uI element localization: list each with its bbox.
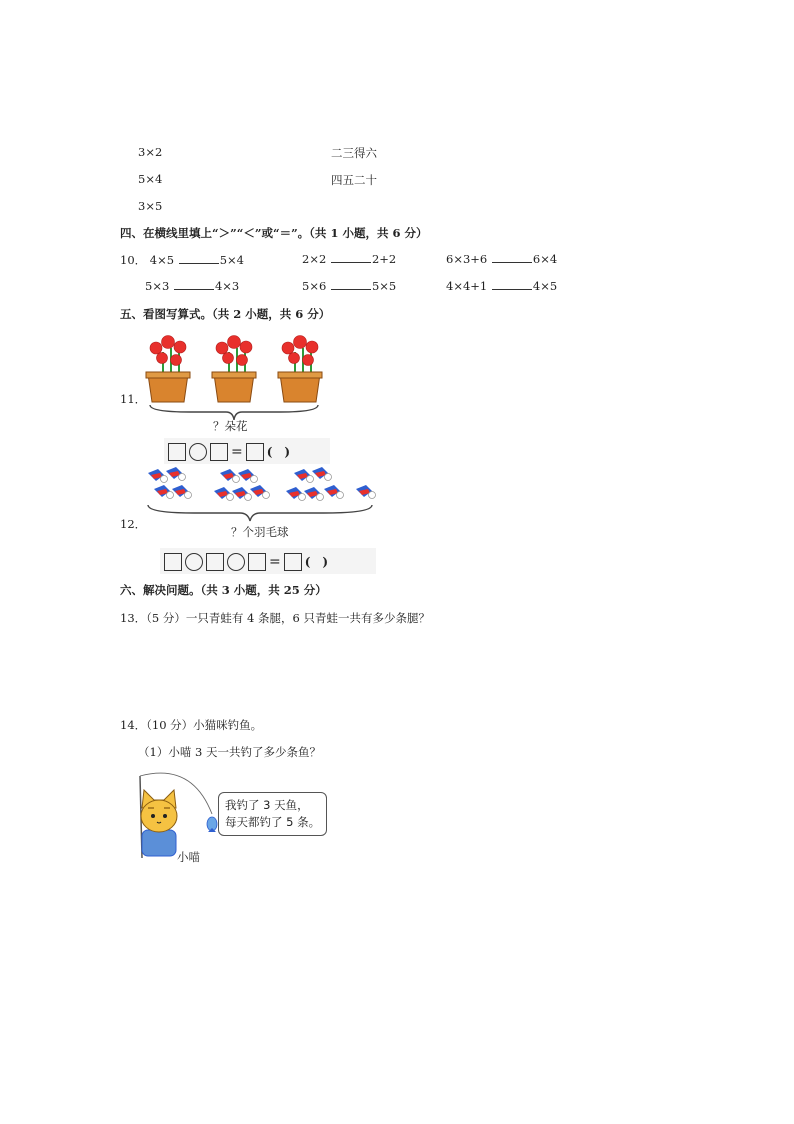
answer-box[interactable] <box>284 553 302 571</box>
compare-row-1 <box>120 252 244 268</box>
question-13: 13．（5 分）一只青蛙有 4 条腿，6 只青蛙一共有多少条腿？ <box>120 611 430 625</box>
match-left-2: 5×4 <box>138 172 163 186</box>
question-14: 14．（10 分）小猫咪钓鱼。 <box>120 718 263 732</box>
compare-left: 2×2 <box>302 252 327 266</box>
question-11-number: 11． <box>120 392 147 406</box>
compare-left: 5×3 <box>145 279 170 293</box>
answer-blank[interactable] <box>492 279 532 290</box>
compare-left: 6×3+6 <box>446 252 488 266</box>
compare-item <box>446 252 557 266</box>
match-left-1: 3×2 <box>138 145 163 159</box>
operator-circle[interactable] <box>185 553 203 571</box>
flower-pots-illustration <box>140 330 330 420</box>
compare-left: 4×4+1 <box>446 279 488 293</box>
question-number: 10． <box>120 253 147 267</box>
section5-heading: 五、看图写算式。（共 2 小题，共 6 分） <box>120 307 331 321</box>
compare-right: 4×5 <box>532 279 558 293</box>
answer-box[interactable] <box>246 443 264 461</box>
cat-icon <box>141 790 177 856</box>
answer-blank[interactable] <box>174 279 214 290</box>
operator-circle[interactable] <box>227 553 245 571</box>
q12-equation <box>160 548 376 574</box>
speech-bubble <box>218 792 327 836</box>
q12-caption: ？个羽毛球 <box>231 525 289 539</box>
compare-item <box>302 279 396 293</box>
answer-box[interactable] <box>164 553 182 571</box>
answer-blank[interactable] <box>331 279 371 290</box>
answer-blank[interactable] <box>179 253 219 264</box>
match-left-3: 3×5 <box>138 199 163 213</box>
compare-left: 5×6 <box>302 279 327 293</box>
unit-paren[interactable]: ( ) <box>304 555 329 569</box>
compare-item <box>302 252 396 266</box>
answer-blank[interactable] <box>492 252 532 263</box>
compare-right: 2+2 <box>371 252 397 266</box>
compare-right: 6×4 <box>532 252 558 266</box>
compare-left: 4×5 <box>149 253 175 267</box>
equals-sign: = <box>269 553 281 570</box>
compare-right: 5×5 <box>371 279 397 293</box>
match-right-2: 四五二十 <box>331 173 377 187</box>
answer-box[interactable] <box>210 443 228 461</box>
match-right-1: 二三得六 <box>331 146 377 160</box>
cat-name-label: 小喵 <box>177 850 200 864</box>
answer-box[interactable] <box>206 553 224 571</box>
question-12-number: 12． <box>120 517 147 531</box>
compare-row-2 <box>145 279 239 293</box>
operator-circle[interactable] <box>189 443 207 461</box>
shuttlecocks-illustration <box>144 465 380 525</box>
fish-icon <box>207 817 217 832</box>
compare-right: 5×4 <box>219 253 245 267</box>
answer-box[interactable] <box>248 553 266 571</box>
section6-heading: 六、解决问题。（共 3 小题，共 25 分） <box>120 583 327 597</box>
compare-item <box>446 279 557 293</box>
unit-paren[interactable]: ( ) <box>266 445 291 459</box>
compare-right: 4×3 <box>214 279 240 293</box>
section4-heading: 四、在横线里填上“＞”“＜”或“＝”。（共 1 小题，共 6 分） <box>120 226 428 240</box>
bubble-line-1: 我钓了 3 天鱼， <box>225 798 309 812</box>
answer-box[interactable] <box>168 443 186 461</box>
answer-blank[interactable] <box>331 252 371 263</box>
question-14-sub1: （1）小喵 3 天一共钓了多少条鱼？ <box>138 745 321 759</box>
equals-sign: = <box>231 443 243 460</box>
q11-equation <box>164 438 330 464</box>
q11-caption: ？朵花 <box>213 419 248 433</box>
bubble-line-2: 每天都钓了 5 条。 <box>225 815 321 829</box>
